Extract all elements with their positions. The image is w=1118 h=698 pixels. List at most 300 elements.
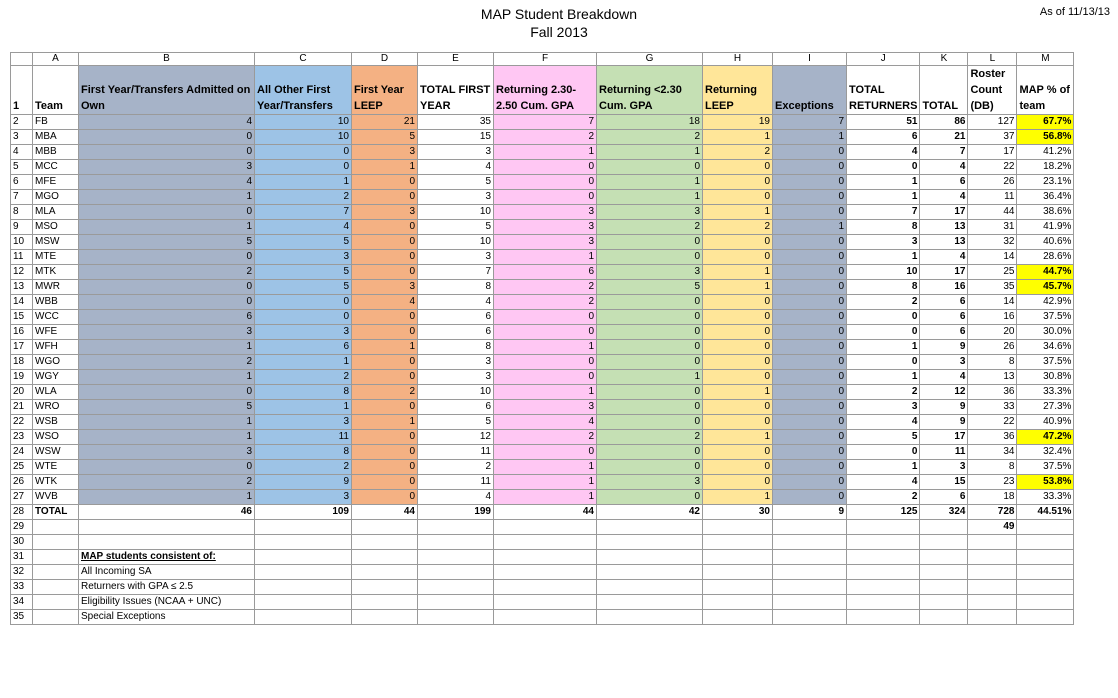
data-cell[interactable]: 0	[352, 490, 418, 505]
data-cell[interactable]: 0	[773, 160, 847, 175]
data-cell[interactable]: 3	[597, 475, 703, 490]
data-cell[interactable]: 4	[847, 475, 920, 490]
total-cell[interactable]: 324	[920, 505, 968, 520]
notes-title[interactable]: MAP students consistent of:	[79, 550, 255, 565]
data-cell[interactable]: 26	[968, 175, 1017, 190]
data-cell[interactable]: 2	[597, 220, 703, 235]
data-cell[interactable]: 6	[920, 310, 968, 325]
data-cell[interactable]: 0	[352, 355, 418, 370]
data-cell[interactable]: 0	[703, 475, 773, 490]
data-cell[interactable]: 0	[773, 190, 847, 205]
row-number[interactable]: 16	[11, 325, 33, 340]
empty-cell[interactable]	[597, 580, 703, 595]
data-cell[interactable]: 0	[847, 325, 920, 340]
data-cell[interactable]: 0	[773, 175, 847, 190]
empty-cell[interactable]	[494, 565, 597, 580]
row-number[interactable]: 25	[11, 460, 33, 475]
data-cell[interactable]: 17	[968, 145, 1017, 160]
data-cell[interactable]: 0	[597, 340, 703, 355]
empty-cell[interactable]	[847, 610, 920, 625]
data-cell[interactable]: 0	[352, 175, 418, 190]
team-cell[interactable]: WGO	[33, 355, 79, 370]
data-cell[interactable]: 0	[773, 415, 847, 430]
data-cell[interactable]: 1	[494, 145, 597, 160]
empty-cell[interactable]	[920, 550, 968, 565]
row-number[interactable]: 2	[11, 115, 33, 130]
data-cell[interactable]: 2	[597, 130, 703, 145]
column-header[interactable]: Returning 2.30-2.50 Cum. GPA	[494, 66, 597, 115]
data-cell[interactable]: 0	[773, 280, 847, 295]
data-cell[interactable]: 37	[968, 130, 1017, 145]
data-cell[interactable]: 8	[847, 280, 920, 295]
data-cell[interactable]: 26	[968, 340, 1017, 355]
data-cell[interactable]: 67.7%	[1017, 115, 1074, 130]
data-cell[interactable]: 6	[920, 295, 968, 310]
team-cell[interactable]: WRO	[33, 400, 79, 415]
data-cell[interactable]: 0	[773, 400, 847, 415]
data-cell[interactable]: 1	[255, 175, 352, 190]
empty-cell[interactable]	[255, 595, 352, 610]
empty-cell[interactable]	[255, 580, 352, 595]
data-cell[interactable]: 42.9%	[1017, 295, 1074, 310]
data-cell[interactable]: 19	[703, 115, 773, 130]
empty-cell[interactable]	[920, 580, 968, 595]
empty-cell[interactable]	[1017, 565, 1074, 580]
data-cell[interactable]: 0	[773, 445, 847, 460]
team-cell[interactable]: WSW	[33, 445, 79, 460]
data-cell[interactable]: 1	[79, 220, 255, 235]
data-cell[interactable]: 2	[79, 265, 255, 280]
data-cell[interactable]: 0	[773, 145, 847, 160]
data-cell[interactable]: 6	[494, 265, 597, 280]
data-cell[interactable]: 36.4%	[1017, 190, 1074, 205]
data-cell[interactable]: 0	[847, 310, 920, 325]
empty-cell[interactable]	[773, 610, 847, 625]
column-letter[interactable]: I	[773, 53, 847, 66]
data-cell[interactable]: 0	[79, 130, 255, 145]
data-cell[interactable]: 4	[79, 175, 255, 190]
data-cell[interactable]: 1	[494, 340, 597, 355]
data-cell[interactable]: 0	[847, 445, 920, 460]
empty-cell[interactable]	[418, 595, 494, 610]
data-cell[interactable]: 0	[773, 205, 847, 220]
data-cell[interactable]: 0	[494, 160, 597, 175]
data-cell[interactable]: 6	[255, 340, 352, 355]
data-cell[interactable]: 4	[418, 490, 494, 505]
data-cell[interactable]: 30.0%	[1017, 325, 1074, 340]
column-letter[interactable]: A	[33, 53, 79, 66]
data-cell[interactable]: 0	[703, 340, 773, 355]
empty-cell[interactable]	[79, 535, 255, 550]
data-cell[interactable]: 1	[494, 460, 597, 475]
empty-cell[interactable]	[352, 595, 418, 610]
data-cell[interactable]: 1	[703, 280, 773, 295]
data-cell[interactable]: 6	[920, 175, 968, 190]
empty-cell[interactable]	[418, 520, 494, 535]
empty-cell[interactable]	[494, 550, 597, 565]
data-cell[interactable]: 1	[352, 340, 418, 355]
data-cell[interactable]: 23.1%	[1017, 175, 1074, 190]
data-cell[interactable]: 3	[418, 250, 494, 265]
data-cell[interactable]: 6	[920, 325, 968, 340]
data-cell[interactable]: 10	[255, 130, 352, 145]
column-header[interactable]: First Year/Transfers Admitted on Own	[79, 66, 255, 115]
data-cell[interactable]: 3	[494, 400, 597, 415]
column-letter[interactable]: C	[255, 53, 352, 66]
empty-cell[interactable]	[494, 520, 597, 535]
data-cell[interactable]: 3	[920, 460, 968, 475]
data-cell[interactable]: 8	[418, 340, 494, 355]
row-number[interactable]: 6	[11, 175, 33, 190]
data-cell[interactable]: 4	[847, 145, 920, 160]
data-cell[interactable]: 1	[703, 130, 773, 145]
data-cell[interactable]: 1	[703, 430, 773, 445]
data-cell[interactable]: 0	[773, 355, 847, 370]
column-letter[interactable]: J	[847, 53, 920, 66]
data-cell[interactable]: 1	[352, 160, 418, 175]
data-cell[interactable]: 30.8%	[1017, 370, 1074, 385]
empty-cell[interactable]	[33, 565, 79, 580]
data-cell[interactable]: 8	[968, 460, 1017, 475]
data-cell[interactable]: 0	[597, 250, 703, 265]
roster-extra-value[interactable]: 49	[968, 520, 1017, 535]
empty-cell[interactable]	[1017, 550, 1074, 565]
data-cell[interactable]: 1	[494, 490, 597, 505]
data-cell[interactable]: 3	[79, 445, 255, 460]
row-number[interactable]: 5	[11, 160, 33, 175]
empty-cell[interactable]	[418, 610, 494, 625]
data-cell[interactable]: 9	[920, 415, 968, 430]
empty-cell[interactable]	[494, 610, 597, 625]
data-cell[interactable]: 3	[79, 160, 255, 175]
team-cell[interactable]: WLA	[33, 385, 79, 400]
data-cell[interactable]: 0	[352, 325, 418, 340]
data-cell[interactable]: 1	[352, 415, 418, 430]
data-cell[interactable]: 0	[352, 370, 418, 385]
data-cell[interactable]: 5	[418, 220, 494, 235]
data-cell[interactable]: 0	[773, 340, 847, 355]
data-cell[interactable]: 4	[920, 250, 968, 265]
data-cell[interactable]: 37.5%	[1017, 310, 1074, 325]
data-cell[interactable]: 1	[597, 175, 703, 190]
data-cell[interactable]: 0	[597, 385, 703, 400]
empty-cell[interactable]	[847, 595, 920, 610]
team-cell[interactable]: MSW	[33, 235, 79, 250]
empty-cell[interactable]	[773, 550, 847, 565]
data-cell[interactable]: 44.7%	[1017, 265, 1074, 280]
data-cell[interactable]: 0	[703, 295, 773, 310]
data-cell[interactable]: 0	[597, 160, 703, 175]
empty-cell[interactable]	[968, 535, 1017, 550]
data-cell[interactable]: 7	[255, 205, 352, 220]
data-cell[interactable]: 3	[920, 355, 968, 370]
data-cell[interactable]: 13	[968, 370, 1017, 385]
data-cell[interactable]: 4	[847, 415, 920, 430]
data-cell[interactable]: 34.6%	[1017, 340, 1074, 355]
team-cell[interactable]: MBA	[33, 130, 79, 145]
empty-cell[interactable]	[33, 550, 79, 565]
empty-cell[interactable]	[597, 535, 703, 550]
empty-cell[interactable]	[847, 565, 920, 580]
data-cell[interactable]: 11	[920, 445, 968, 460]
row-number[interactable]: 9	[11, 220, 33, 235]
data-cell[interactable]: 1	[79, 490, 255, 505]
data-cell[interactable]: 5	[847, 430, 920, 445]
empty-cell[interactable]	[1017, 595, 1074, 610]
data-cell[interactable]: 15	[418, 130, 494, 145]
empty-cell[interactable]	[1017, 610, 1074, 625]
data-cell[interactable]: 5	[79, 400, 255, 415]
data-cell[interactable]: 1	[255, 355, 352, 370]
data-cell[interactable]: 11	[255, 430, 352, 445]
data-cell[interactable]: 0	[255, 145, 352, 160]
data-cell[interactable]: 1	[79, 415, 255, 430]
data-cell[interactable]: 25	[968, 265, 1017, 280]
data-cell[interactable]: 5	[418, 175, 494, 190]
data-cell[interactable]: 7	[773, 115, 847, 130]
data-cell[interactable]: 3	[255, 415, 352, 430]
data-cell[interactable]: 37.5%	[1017, 460, 1074, 475]
data-cell[interactable]: 17	[920, 430, 968, 445]
data-cell[interactable]: 2	[79, 355, 255, 370]
column-header[interactable]: Returning LEEP	[703, 66, 773, 115]
data-cell[interactable]: 0	[703, 175, 773, 190]
column-header[interactable]: Team	[33, 66, 79, 115]
data-cell[interactable]: 3	[847, 400, 920, 415]
row-number[interactable]: 28	[11, 505, 33, 520]
empty-cell[interactable]	[352, 520, 418, 535]
data-cell[interactable]: 0	[597, 490, 703, 505]
empty-cell[interactable]	[352, 580, 418, 595]
data-cell[interactable]: 18.2%	[1017, 160, 1074, 175]
data-cell[interactable]: 23	[968, 475, 1017, 490]
empty-cell[interactable]	[773, 565, 847, 580]
empty-cell[interactable]	[703, 610, 773, 625]
data-cell[interactable]: 8	[847, 220, 920, 235]
data-cell[interactable]: 8	[968, 355, 1017, 370]
column-letter[interactable]: H	[703, 53, 773, 66]
data-cell[interactable]: 1	[703, 490, 773, 505]
data-cell[interactable]: 6	[79, 310, 255, 325]
row-number[interactable]: 29	[11, 520, 33, 535]
data-cell[interactable]: 4	[494, 415, 597, 430]
row-number[interactable]: 31	[11, 550, 33, 565]
data-cell[interactable]: 22	[968, 160, 1017, 175]
empty-cell[interactable]	[773, 520, 847, 535]
data-cell[interactable]: 22	[968, 415, 1017, 430]
data-cell[interactable]: 13	[920, 235, 968, 250]
data-cell[interactable]: 4	[79, 115, 255, 130]
team-cell[interactable]: MBB	[33, 145, 79, 160]
note-item[interactable]: Eligibility Issues (NCAA + UNC)	[79, 595, 255, 610]
data-cell[interactable]: 2	[847, 295, 920, 310]
column-letter[interactable]: M	[1017, 53, 1074, 66]
data-cell[interactable]: 2	[494, 295, 597, 310]
data-cell[interactable]: 1	[494, 250, 597, 265]
data-cell[interactable]: 5	[255, 235, 352, 250]
data-cell[interactable]: 0	[494, 190, 597, 205]
empty-cell[interactable]	[968, 595, 1017, 610]
row-number[interactable]: 8	[11, 205, 33, 220]
data-cell[interactable]: 1	[847, 460, 920, 475]
data-cell[interactable]: 0	[703, 400, 773, 415]
total-cell[interactable]: 109	[255, 505, 352, 520]
total-cell[interactable]: TOTAL	[33, 505, 79, 520]
data-cell[interactable]: 0	[494, 325, 597, 340]
data-cell[interactable]: 2	[352, 385, 418, 400]
empty-cell[interactable]	[920, 565, 968, 580]
data-cell[interactable]: 40.9%	[1017, 415, 1074, 430]
empty-cell[interactable]	[494, 595, 597, 610]
note-item[interactable]: All Incoming SA	[79, 565, 255, 580]
row-number[interactable]: 34	[11, 595, 33, 610]
data-cell[interactable]: 0	[352, 460, 418, 475]
data-cell[interactable]: 0	[847, 160, 920, 175]
data-cell[interactable]: 3	[597, 205, 703, 220]
empty-cell[interactable]	[773, 535, 847, 550]
empty-cell[interactable]	[33, 580, 79, 595]
data-cell[interactable]: 1	[773, 130, 847, 145]
team-cell[interactable]: WVB	[33, 490, 79, 505]
data-cell[interactable]: 10	[418, 235, 494, 250]
data-cell[interactable]: 14	[968, 250, 1017, 265]
data-cell[interactable]: 0	[597, 415, 703, 430]
data-cell[interactable]: 2	[703, 145, 773, 160]
data-cell[interactable]: 0	[79, 460, 255, 475]
empty-cell[interactable]	[255, 520, 352, 535]
empty-cell[interactable]	[968, 610, 1017, 625]
column-letter[interactable]: K	[920, 53, 968, 66]
empty-cell[interactable]	[33, 520, 79, 535]
empty-cell[interactable]	[33, 595, 79, 610]
data-cell[interactable]: 5	[255, 280, 352, 295]
data-cell[interactable]: 0	[352, 430, 418, 445]
data-cell[interactable]: 3	[255, 250, 352, 265]
data-cell[interactable]: 0	[597, 325, 703, 340]
team-cell[interactable]: MCC	[33, 160, 79, 175]
data-cell[interactable]: 17	[920, 265, 968, 280]
column-letter[interactable]: F	[494, 53, 597, 66]
data-cell[interactable]: 0	[703, 460, 773, 475]
data-cell[interactable]: 3	[79, 325, 255, 340]
column-header[interactable]: Returning <2.30 Cum. GPA	[597, 66, 703, 115]
data-cell[interactable]: 3	[418, 145, 494, 160]
data-cell[interactable]: 5	[255, 265, 352, 280]
row-number[interactable]: 12	[11, 265, 33, 280]
data-cell[interactable]: 127	[968, 115, 1017, 130]
data-cell[interactable]: 1	[79, 340, 255, 355]
column-letter[interactable]: B	[79, 53, 255, 66]
team-cell[interactable]: MWR	[33, 280, 79, 295]
data-cell[interactable]: 0	[703, 190, 773, 205]
row-number[interactable]: 20	[11, 385, 33, 400]
data-cell[interactable]: 1	[703, 385, 773, 400]
empty-cell[interactable]	[418, 550, 494, 565]
column-header[interactable]: Exceptions	[773, 66, 847, 115]
note-item[interactable]: Returners with GPA ≤ 2.5	[79, 580, 255, 595]
row-number[interactable]: 13	[11, 280, 33, 295]
data-cell[interactable]: 21	[352, 115, 418, 130]
data-cell[interactable]: 1	[703, 205, 773, 220]
data-cell[interactable]: 2	[494, 130, 597, 145]
data-cell[interactable]: 0	[79, 205, 255, 220]
data-cell[interactable]: 0	[352, 220, 418, 235]
total-cell[interactable]: 42	[597, 505, 703, 520]
data-cell[interactable]: 36	[968, 385, 1017, 400]
row-number[interactable]: 7	[11, 190, 33, 205]
data-cell[interactable]: 5	[418, 415, 494, 430]
team-cell[interactable]: WBB	[33, 295, 79, 310]
data-cell[interactable]: 5	[597, 280, 703, 295]
total-cell[interactable]: 44	[352, 505, 418, 520]
data-cell[interactable]: 0	[255, 295, 352, 310]
empty-cell[interactable]	[968, 565, 1017, 580]
empty-cell[interactable]	[597, 565, 703, 580]
data-cell[interactable]: 3	[352, 205, 418, 220]
row-number[interactable]: 14	[11, 295, 33, 310]
data-cell[interactable]: 3	[255, 490, 352, 505]
data-cell[interactable]: 4	[920, 190, 968, 205]
data-cell[interactable]: 3	[255, 325, 352, 340]
data-cell[interactable]: 0	[597, 310, 703, 325]
data-cell[interactable]: 0	[352, 475, 418, 490]
team-cell[interactable]: WSO	[33, 430, 79, 445]
data-cell[interactable]: 18	[968, 490, 1017, 505]
data-cell[interactable]: 37.5%	[1017, 355, 1074, 370]
data-cell[interactable]: 0	[773, 460, 847, 475]
empty-cell[interactable]	[703, 520, 773, 535]
data-cell[interactable]: 1	[79, 190, 255, 205]
data-cell[interactable]: 5	[79, 235, 255, 250]
data-cell[interactable]: 0	[597, 235, 703, 250]
row-number[interactable]: 15	[11, 310, 33, 325]
empty-cell[interactable]	[79, 520, 255, 535]
team-cell[interactable]: MFE	[33, 175, 79, 190]
data-cell[interactable]: 21	[920, 130, 968, 145]
data-cell[interactable]: 0	[255, 310, 352, 325]
data-cell[interactable]: 0	[352, 400, 418, 415]
data-cell[interactable]: 41.9%	[1017, 220, 1074, 235]
data-cell[interactable]: 3	[597, 265, 703, 280]
column-header[interactable]: All Other First Year/Transfers	[255, 66, 352, 115]
empty-cell[interactable]	[968, 580, 1017, 595]
data-cell[interactable]: 40.6%	[1017, 235, 1074, 250]
data-cell[interactable]: 3	[418, 190, 494, 205]
data-cell[interactable]: 12	[418, 430, 494, 445]
data-cell[interactable]: 0	[352, 250, 418, 265]
empty-cell[interactable]	[847, 580, 920, 595]
empty-cell[interactable]	[597, 550, 703, 565]
data-cell[interactable]: 0	[352, 235, 418, 250]
data-cell[interactable]: 1	[494, 385, 597, 400]
data-cell[interactable]: 86	[920, 115, 968, 130]
data-cell[interactable]: 1	[255, 400, 352, 415]
data-cell[interactable]: 0	[773, 490, 847, 505]
data-cell[interactable]: 1	[597, 145, 703, 160]
empty-cell[interactable]	[352, 610, 418, 625]
data-cell[interactable]: 0	[352, 190, 418, 205]
row-number[interactable]: 11	[11, 250, 33, 265]
data-cell[interactable]: 10	[255, 115, 352, 130]
data-cell[interactable]: 34	[968, 445, 1017, 460]
column-header[interactable]: Roster Count (DB)	[968, 66, 1017, 115]
empty-cell[interactable]	[847, 550, 920, 565]
row-number[interactable]: 4	[11, 145, 33, 160]
empty-cell[interactable]	[597, 595, 703, 610]
data-cell[interactable]: 2	[597, 430, 703, 445]
data-cell[interactable]: 7	[494, 115, 597, 130]
data-cell[interactable]: 0	[79, 280, 255, 295]
